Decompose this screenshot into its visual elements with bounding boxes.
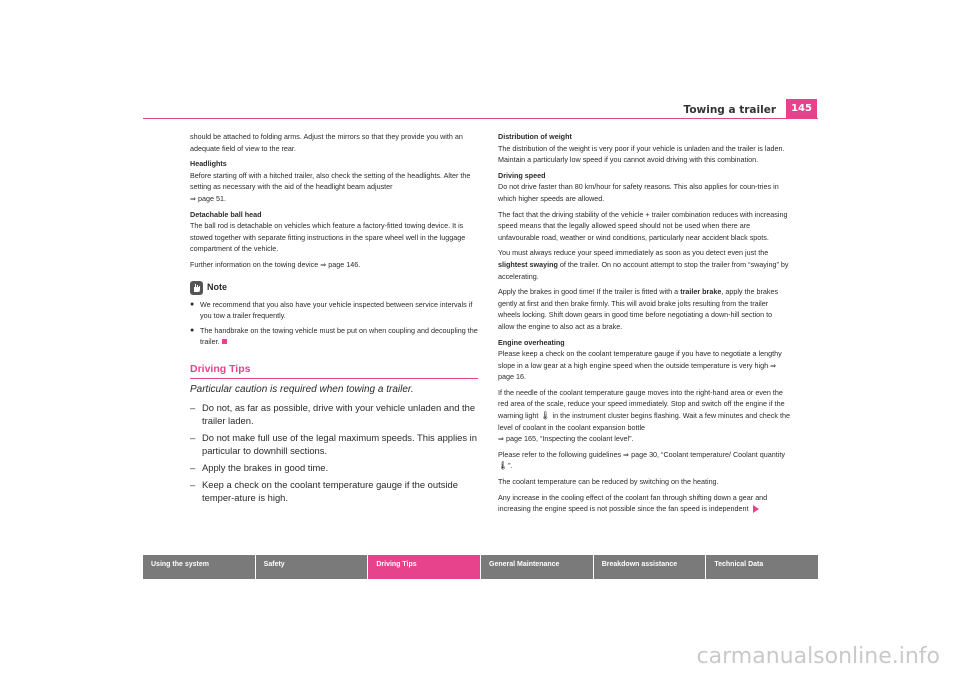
text-run: Any increase in the cooling effect of the coolant fan through shifting down a gear and increasing the engine speed is not possible since the fan speed is independent bbox=[498, 492, 768, 514]
dash-icon: – bbox=[190, 431, 196, 443]
paragraph-overheating-1: Please keep a check on the coolant temperature gauge if you have to negotiate a lengthy slope in a low gear at a high engine speed when the outside temperature is very high ⇒ page 16. bbox=[498, 349, 782, 382]
emphasis-text: slightest swaying bbox=[498, 259, 558, 269]
tab-general-maintenance[interactable]: General Maintenance bbox=[481, 555, 594, 579]
note-text: We recommend that you also have your vehicle inspected between service intervals if you tow a trailer frequently. bbox=[200, 299, 473, 321]
text-run: Please refer to the following guidelines ⇒ page 30, “Coolant temperature/ Coolant quantity bbox=[498, 449, 785, 459]
note-text: The handbrake on the towing vehicle must be put on when coupling and decoupling the trailer. bbox=[200, 325, 478, 347]
note-hand-icon bbox=[190, 281, 203, 295]
link-inspecting-coolant[interactable]: ⇒ page 165, “Inspecting the coolant level”. bbox=[498, 434, 634, 444]
tab-technical-data[interactable]: Technical Data bbox=[714, 561, 764, 568]
tab-using-the-system[interactable]: Using the system bbox=[143, 555, 256, 579]
list-item-text: Apply the brakes in good time. bbox=[202, 461, 329, 473]
heading-detachable-ball-head: Detachable ball head bbox=[190, 209, 262, 219]
note-item bbox=[190, 325, 478, 348]
right-column bbox=[498, 131, 790, 519]
header-divider bbox=[143, 118, 818, 119]
watermark: carmanualsonline.info bbox=[696, 644, 940, 669]
note-header bbox=[190, 281, 478, 295]
text-run: Apply the brakes in good time! If the trailer is fitted with a bbox=[498, 287, 681, 297]
paragraph-guidelines bbox=[498, 449, 790, 472]
text-run: , apply the brakes gently at first and then brake firmly. This will avoid brake jolts resulting from the trailer wheels locking. Shift down gears in good time before negotiating a down-hill section to allow the engine to also act as a brake. bbox=[498, 287, 779, 331]
continue-arrow-icon bbox=[753, 505, 759, 513]
heading-distribution-of-weight: Distribution of weight bbox=[498, 132, 572, 141]
paragraph-brakes bbox=[498, 286, 790, 332]
coolant-temperature-warning-icon: 🌡 bbox=[498, 461, 509, 471]
paragraph-further-info: Further information on the towing device ⇒ page 146. bbox=[190, 259, 361, 269]
text-run: of the trailer. On no account attempt to stop the trailer from “swaying” by accelerating. bbox=[498, 259, 789, 281]
page-number: 145 bbox=[786, 99, 817, 119]
section-end-icon bbox=[222, 339, 227, 344]
tab-safety[interactable]: Safety bbox=[256, 555, 369, 579]
paragraph-speed-1: Do not drive faster than 80 km/hour for safety reasons. This also applies for coun-tries in which higher speeds are allowed. bbox=[498, 182, 779, 203]
section-subtitle: Particular caution is required when towing a trailer. bbox=[190, 383, 414, 395]
list-item bbox=[190, 401, 478, 427]
tab-breakdown-assistance[interactable]: Breakdown assistance bbox=[594, 555, 707, 579]
list-item bbox=[190, 461, 478, 474]
list-item-text: Do not, as far as possible, drive with your vehicle unladen and the trailer laden. bbox=[202, 401, 476, 426]
paragraph-speed-2: The fact that the driving stability of the vehicle + trailer combination reduces with increasing speed means that the legally allowed speed should not be used when there are unfavourable road, weather or wind conditions, particularly near accident black spots. bbox=[498, 209, 788, 242]
text-run: in the instrument cluster begins flashing. Wait a few minutes and check the level of coolant in the coolant expansion bottle bbox=[498, 411, 790, 432]
list-item-text: Do not make full use of the legal maximum speeds. This applies in particular to downhill sections. bbox=[202, 431, 477, 456]
dash-icon: – bbox=[190, 401, 196, 413]
paragraph-headlights: Before starting off with a hitched trailer, also check the setting of the headlights. Alter the setting as necessary with the aid of the headlight beam adjuster bbox=[190, 170, 471, 192]
paragraph-weight: The distribution of the weight is very poor if your vehicle is unladen and the trailer is laden. Maintain a particularly low speed if you cannot avoid driving with this combination. bbox=[498, 143, 785, 165]
heading-engine-overheating: Engine overheating bbox=[498, 337, 565, 347]
note-label: Note bbox=[207, 281, 227, 292]
paragraph-overheating-2 bbox=[498, 387, 790, 433]
dash-icon: – bbox=[190, 478, 196, 490]
list-item bbox=[190, 431, 478, 457]
left-column bbox=[190, 131, 478, 508]
emphasis-text: trailer brake bbox=[680, 287, 722, 297]
section-title: Driving Tips bbox=[190, 364, 478, 379]
heading-headlights: Headlights bbox=[190, 159, 227, 169]
page-header-title: Towing a trailer bbox=[683, 104, 776, 116]
note-item bbox=[190, 299, 478, 322]
heading-driving-speed: Driving speed bbox=[498, 170, 546, 180]
tab-driving-tips[interactable]: Driving Tips bbox=[368, 555, 481, 579]
text-run: ”. bbox=[508, 461, 513, 471]
paragraph-mirrors: should be attached to folding arms. Adjust the mirrors so that they provide you with an adequate field of view to the rear. bbox=[190, 132, 463, 153]
bullet-icon: ● bbox=[190, 326, 195, 334]
paragraph-reduce-temperature: The coolant temperature can be reduced by switching on the heating. bbox=[498, 477, 719, 487]
footer-nav bbox=[143, 555, 818, 579]
list-item-text: Keep a check on the coolant temperature gauge if the outside temper-ature is high. bbox=[202, 478, 458, 503]
paragraph-cooling-effect bbox=[498, 492, 790, 515]
text-run: You must always reduce your speed immediately as soon as you detect even just the bbox=[498, 248, 769, 258]
link-headlights-page[interactable]: ⇒ page 51. bbox=[190, 193, 226, 203]
dash-icon: – bbox=[190, 461, 196, 473]
paragraph-ball-head: The ball rod is detachable on vehicles which feature a factory-fitted towing device. It is stowed together with separate fitting instructions in the spare wheel well in the luggage compartment of the vehicle. bbox=[190, 221, 466, 254]
paragraph-speed-3 bbox=[498, 247, 790, 282]
list-item bbox=[190, 478, 478, 504]
bullet-icon: ● bbox=[190, 300, 195, 308]
coolant-temperature-warning-icon: 🌡 bbox=[540, 411, 551, 421]
text-run: If the needle of the coolant temperature gauge moves into the right-hand area or even the red area of the scale, reduce your speed immediately. Stop and switch off the engine if the warning light bbox=[498, 387, 785, 421]
